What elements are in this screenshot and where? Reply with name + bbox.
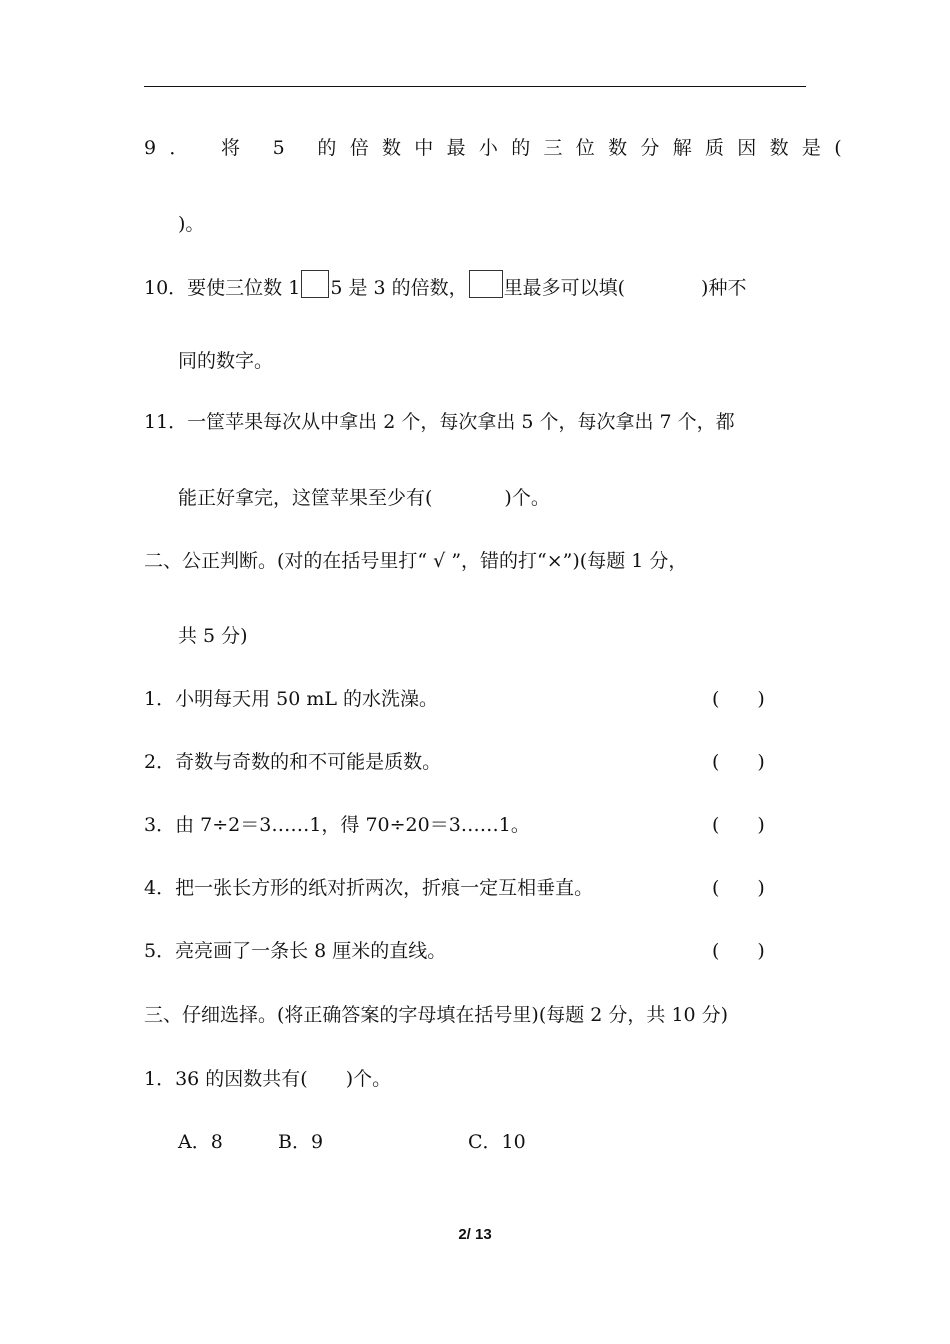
judgment-answer-paren[interactable]: ( ) bbox=[712, 940, 765, 962]
q11-line1: 11．一筐苹果每次从中拿出 2 个，每次拿出 5 个，每次拿出 7 个，都 bbox=[144, 411, 735, 433]
q10-part3: 里最多可以填( bbox=[503, 277, 626, 299]
q10-line2: 同的数字。 bbox=[178, 350, 274, 372]
judgment-item: 3．由 7÷2＝3……1，得 70÷20＝3……1。 bbox=[144, 814, 530, 836]
q11-line2-part1: 能正好拿完，这筐苹果至少有( bbox=[178, 487, 433, 509]
judgment-answer-paren[interactable]: ( ) bbox=[712, 814, 765, 836]
q10-part1: 10．要使三位数 1 bbox=[144, 277, 301, 299]
option-a[interactable]: A．8 bbox=[178, 1131, 223, 1153]
judgment-answer-paren[interactable]: ( ) bbox=[712, 877, 765, 899]
judgment-answer-paren[interactable]: ( ) bbox=[712, 751, 765, 773]
section3-heading: 三、仔细选择。(将正确答案的字母填在括号里)(每题 2 分，共 10 分) bbox=[144, 1004, 729, 1026]
digit-box[interactable] bbox=[301, 270, 329, 298]
option-b[interactable]: B．9 bbox=[278, 1131, 324, 1153]
section2-heading-line1: 二、公正判断。(对的在括号里打“ √ ”，错的打“×”)(每题 1 分， bbox=[144, 550, 688, 572]
judgment-answer-paren[interactable]: ( ) bbox=[712, 688, 765, 710]
q11-line2 bbox=[178, 484, 550, 512]
q9-line1: 9． 将 5 的倍数中最小的三位数分解质因数是( bbox=[144, 137, 855, 159]
section3-q1-stem: 1．36 的因数共有( )个。 bbox=[144, 1068, 392, 1090]
q9-line2: )。 bbox=[178, 213, 205, 235]
header-rule bbox=[144, 86, 806, 87]
section2-heading-line2: 共 5 分) bbox=[178, 625, 248, 647]
judgment-item: 1．小明每天用 50 mL 的水洗澡。 bbox=[144, 688, 439, 710]
option-c[interactable]: C．10 bbox=[468, 1131, 526, 1153]
page-number: 2/ 13 bbox=[458, 1226, 492, 1243]
q10-part2: 5 是 3 的倍数， bbox=[330, 277, 468, 299]
judgment-item: 5．亮亮画了一条长 8 厘米的直线。 bbox=[144, 940, 447, 962]
q11-line2-part2: )个。 bbox=[504, 487, 550, 509]
judgment-item: 2．奇数与奇数的和不可能是质数。 bbox=[144, 751, 442, 773]
digit-box-reference bbox=[469, 270, 503, 298]
judgment-item: 4．把一张长方形的纸对折两次，折痕一定互相垂直。 bbox=[144, 877, 594, 899]
q10-part4: )种不 bbox=[701, 277, 747, 299]
q10-line1 bbox=[144, 270, 746, 302]
